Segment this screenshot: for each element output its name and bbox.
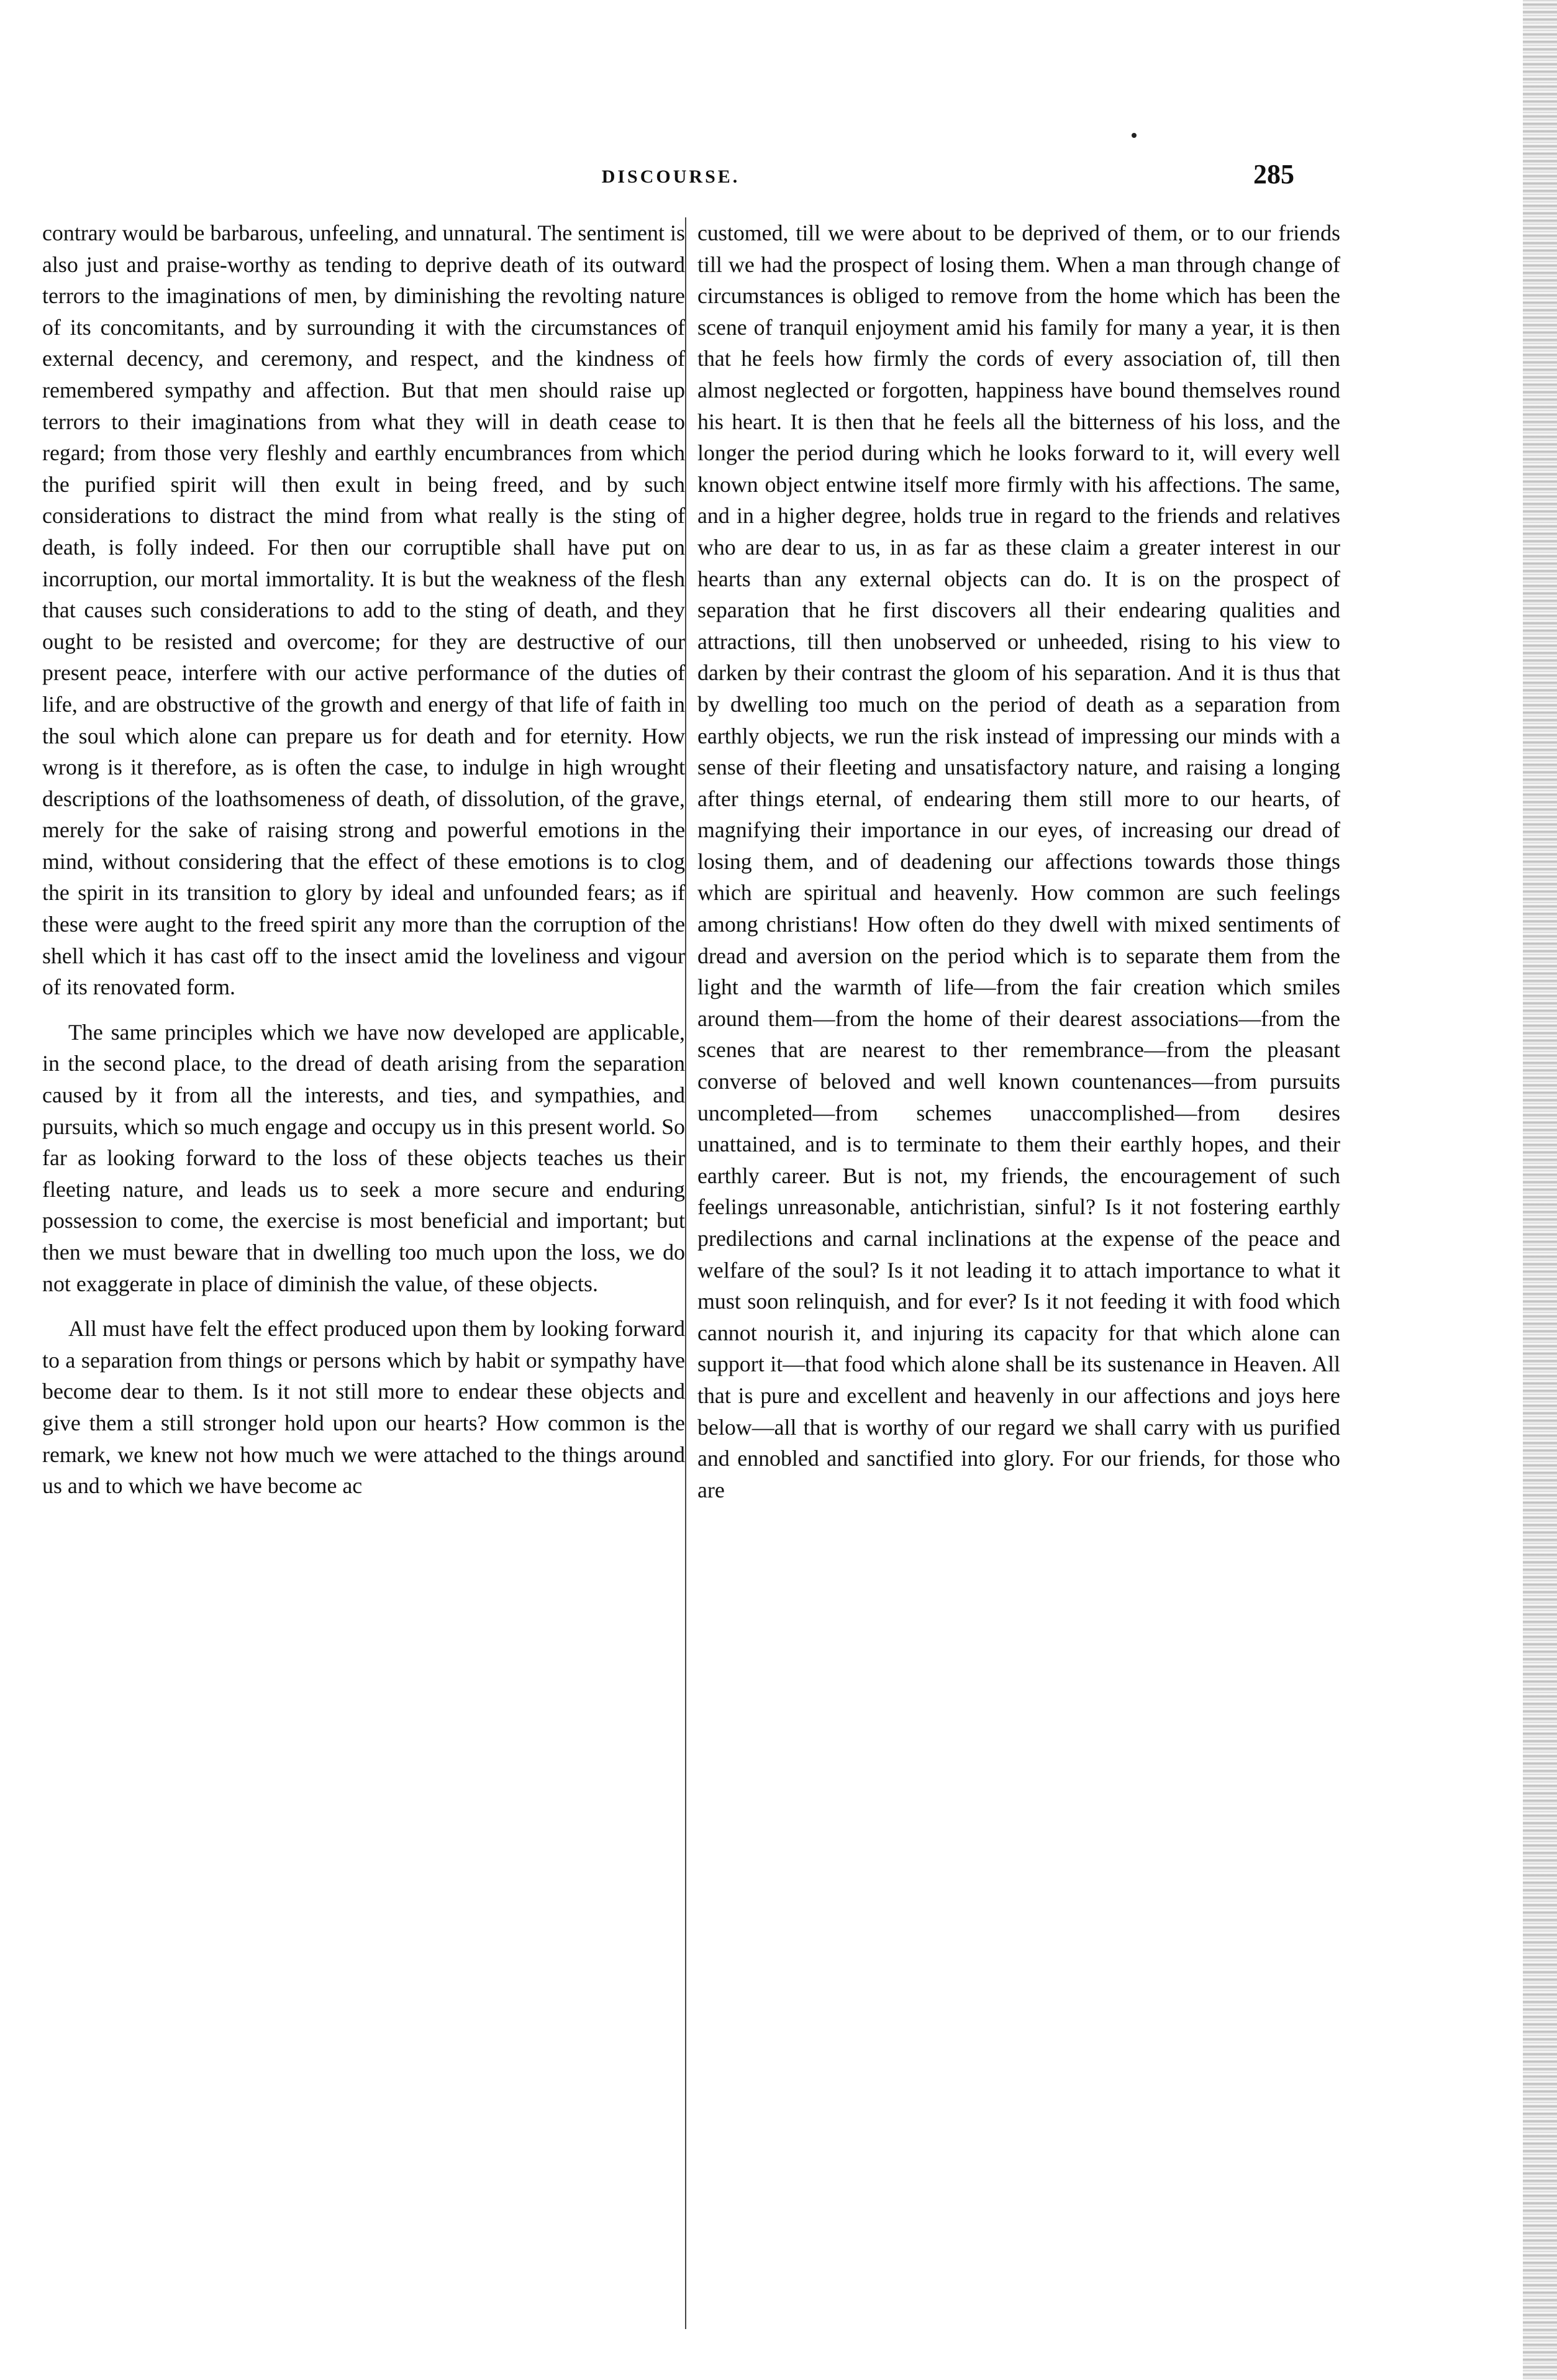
right-column: [697, 217, 1340, 1506]
print-speck: [1132, 133, 1137, 138]
running-header: DISCOURSE.: [601, 166, 740, 187]
column-divider: [685, 217, 686, 2329]
left-paragraph-2: The same principles which we have now developed are applicable, in the second place, to the dread of death arising from the separation caused by it from all the interests, and ties, and sympathies, and pursuits, which so much engage and occupy us in this present world. So far as looking forward to the loss of these objects teaches us their fleeting nature, and leads us to seek a more secure and enduring possession to come, the exercise is most beneficial and important; but then we must beware that in dwelling too much upon the loss, we do not exaggerate in place of diminish the value, of these objects.: [42, 1019, 685, 1296]
left-paragraph-1: contrary would be barbarous, unfeeling, and unnatural. The sentiment is also just and praise-worthy as tending to deprive death of its outward terrors to the imaginations of men, by diminishing the revolting nature of its concomitants, and by surrounding it with the circumstances of external decency, and ceremony, and respect, and the kindness of remembered sympathy and affection. But that men should raise up terrors to their imaginations from what they will in death cease to regard; from those very fleshly and earthly encumbrances from which the purified spirit will then exult in being freed, and by such considerations to distract the mind from what really is the sting of death, is folly indeed. For then our corruptible shall have put on incorruption, our mortal immortality. It is but the weakness of the flesh that causes such considerations to add to the sting of death, and they ought to be resisted and overcome; for they are destructive of our present peace, interfere with our active performance of the duties of life, and are obstructive of the growth and energy of that life of faith in the soul which alone can prepare us for death and for eternity. How wrong is it therefore, as is often the case, to indulge in high wrought descriptions of the loathsomeness of death, of dissolution, of the grave, merely for the sake of raising strong and powerful emotions in the mind, without considering that the effect of these emotions is to clog the spirit in its transition to glory by ideal and unfounded fears; as if these were aught to the freed spirit any more than the corruption of the shell which it has cast off to the insect amid the loveliness and vigour of its renovated form.: [42, 220, 685, 1000]
left-column: [42, 217, 685, 1502]
page-edge-shadow: [1523, 0, 1557, 2380]
left-paragraph-3: All must have felt the effect produced upon them by looking forward to a separation from things or persons which by habit or sympathy have become dear to them. Is it not still more to endear these objects and give them a still stronger hold upon our hearts? How common is the remark, we knew not how much we were attached to the things around us and to which we have become ac: [42, 1316, 685, 1499]
page-number: 285: [1253, 159, 1294, 189]
right-paragraph-1: customed, till we were about to be deprived of them, or to our friends till we had the prospect of losing them. When a man through change of circumstances is obliged to remove from the home which has been the scene of tranquil enjoyment amid his family for many a year, it is then that he feels how firmly the cords of every association of, till then almost neglected or forgotten, happiness have bound themselves round his heart. It is then that he feels all the bitterness of his loss, and the longer the period during which he looks forward to it, will every well known object entwine itself more firmly with his affections. The same, and in a higher degree, holds true in regard to the friends and relatives who are dear to us, in as far as these claim a greater interest in our hearts than any external objects can do. It is on the prospect of separation that he first discovers all their endearing qualities and attractions, till then unobserved or unheeded, rising to his view to darken by their contrast the gloom of his separation. And it is thus that by dwelling too much on the period of death as a separation from earthly objects, we run the risk instead of impressing our minds with a sense of their fleeting and unsatisfactory nature, and raising a longing after things eternal, of endearing them still more to our hearts, of magnifying their importance in our eyes, of increasing our dread of losing them, and of deadening our affections towards those things which are spiritual and heavenly. How common are such feelings among christians! How often do they dwell with mixed sentiments of dread and aversion on the period which is to separate them from the light and the warmth of life—from the fair creation which smiles around them—from the home of their dearest associations—from the scenes that are nearest to ther remembrance—from the pleasant converse of beloved and well known countenances—from pursuits uncompleted—from schemes unaccomplished—from desires unattained, and is to terminate to them their earthly hopes, and their earthly career. But is not, my friends, the encouragement of such feelings unreasonable, antichristian, sinful? Is it not fostering earthly predilections and carnal inclinations at the expense of the peace and welfare of the soul? Is it not leading it to attach importance to what it must soon relinquish, and for ever? Is it not feeding it with food which cannot nourish it, and injuring its capacity for that which alone can support it—that food which alone shall be its sustenance in Heaven. All that is pure and excellent and heavenly in our affections and joys here below—all that is worthy of our regard we shall carry with us purified and ennobled and sanctified into glory. For our friends, for those who are: [697, 220, 1340, 1502]
